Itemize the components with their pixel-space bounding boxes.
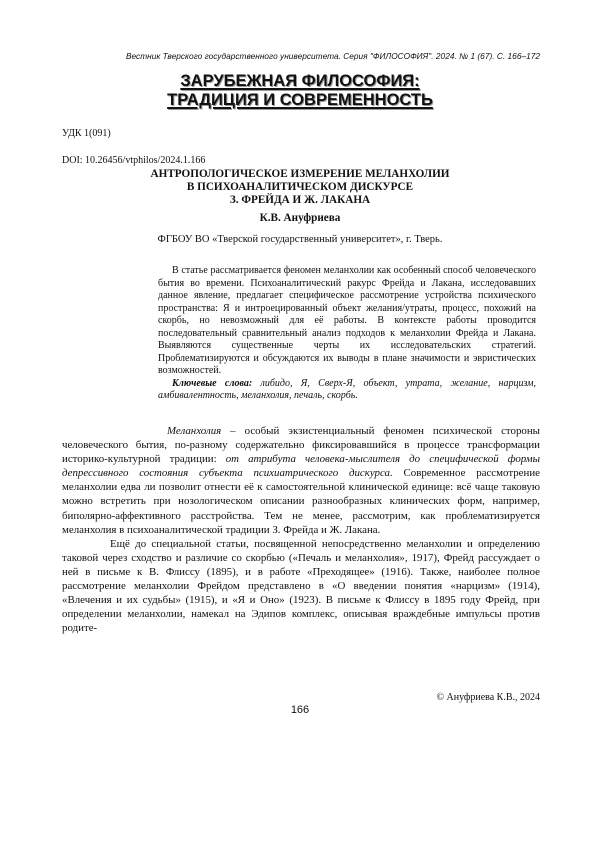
- section-heading: [0, 72, 600, 110]
- melancholy-term: Меланхолия: [167, 425, 222, 437]
- article-title-line-2: В ПСИХОАНАЛИТИЧЕСКОМ ДИСКУРСЕ: [186, 181, 414, 194]
- article-title-line-1: АНТРОПОЛОГИЧЕСКОЕ ИЗМЕРЕНИЕ МЕЛАНХОЛИИ: [150, 168, 450, 180]
- section-heading-line-2: ТРАДИЦИЯ И СОВРЕМЕННОСТЬ: [167, 91, 433, 109]
- keywords: [158, 378, 536, 403]
- body-paragraph-1-part-b: Современное рассмотрение меланхолии едва ли позволит отнести её к самостоятельной клинической единице: всё чаще таковую можно встретить при нозологическом описании разнообразных клинических форм, например, биполярно-аффективного расстройства. Тем не менее, рассмотрим, как проблематизируется меланхолия в психоаналитической традиции З. Фрейда и Ж. Лакана.: [62, 467, 540, 536]
- body-paragraph-1: [62, 424, 540, 537]
- keywords-label: Ключевые слова:: [172, 377, 253, 389]
- article-title: [0, 168, 600, 208]
- article-title-line-3: З. ФРЕЙДА И Ж. ЛАКАНА: [229, 194, 371, 207]
- doi: DOI: 10.26456/vtphilos/2024.1.166: [62, 155, 206, 166]
- body-paragraph-1-italic: от атрибута человека-мыслителя до специфической формы депрессивного состояния субъекта психиатрического дискурса.: [62, 453, 540, 480]
- body-paragraph-1-part-a: – особый экзистенциальный феномен психической стороны человеческого бытия, по-разному содержательно фиксировавшийся в процессе трансформации историко-культурной традиции:: [62, 425, 540, 466]
- author-name: К.В. Ануфриева: [259, 212, 341, 224]
- abstract: [158, 265, 536, 403]
- udk-code: УДК 1(091): [62, 128, 111, 139]
- journal-running-header: Вестник Тверского государственного университета. Серия "ФИЛОСОФИЯ". 2024. № 1 (67). С. 166–172: [125, 51, 540, 61]
- section-heading-line-1: ЗАРУБЕЖНАЯ ФИЛОСОФИЯ:: [180, 72, 420, 90]
- author-affiliation: ФГБОУ ВО «Тверской государственный университет», г. Тверь.: [157, 234, 443, 245]
- abstract-text: В статье рассматривается феномен меланхолии как особенный способ человеческого бытия во времени. Психоаналитический ракурс Фрейда и Лакана, исследовавших данное явление, предлагает специфическое рассмотрение устройства психического пространства: Я и интроецированный объект желания/утраты, процесс, похожий на скорбь, но невозможный для её работы. В контексте работы проводится последовательный сравнительный анализ подходов к меланхолии Фрейда и Лакана. Выявляются существенные черты их исследовательских стратегий. Проблематизируются и обсуждаются их выводы в плане значимости и эвристических возможностей.: [158, 265, 536, 376]
- copyright-notice: © Ануфриева К.В., 2024: [436, 692, 540, 703]
- page-number: 166: [290, 704, 310, 716]
- keywords-text: либидо, Я, Сверх-Я, объект, утрата, желание, нарцизм, амбивалентность, меланхолия, печаль, скорбь.: [158, 377, 536, 401]
- article-body: [62, 424, 540, 635]
- body-paragraph-2: Ещё до специальной статьи, посвященной непосредственно меланхолии и определению таковой через сходство и различие со скорбью («Печаль и меланхолия», 1917), Фрейд рассуждает о ней в письме к В. Флиссу (1895), и в работе «Преходящее» (1916). Также, наиболее полное рассмотрение меланхолии Фрейдом представлено в «О введении понятия «нарцизм» (1914), «Влечения и их судьбы» (1915), и «Я и Оно» (1923). В письме к Флиссу в 1895 году Фрейд, при определении меланхолии, намекал на Эдипов комплекс, описывая враждебные импульсы против родите-: [62, 537, 540, 635]
